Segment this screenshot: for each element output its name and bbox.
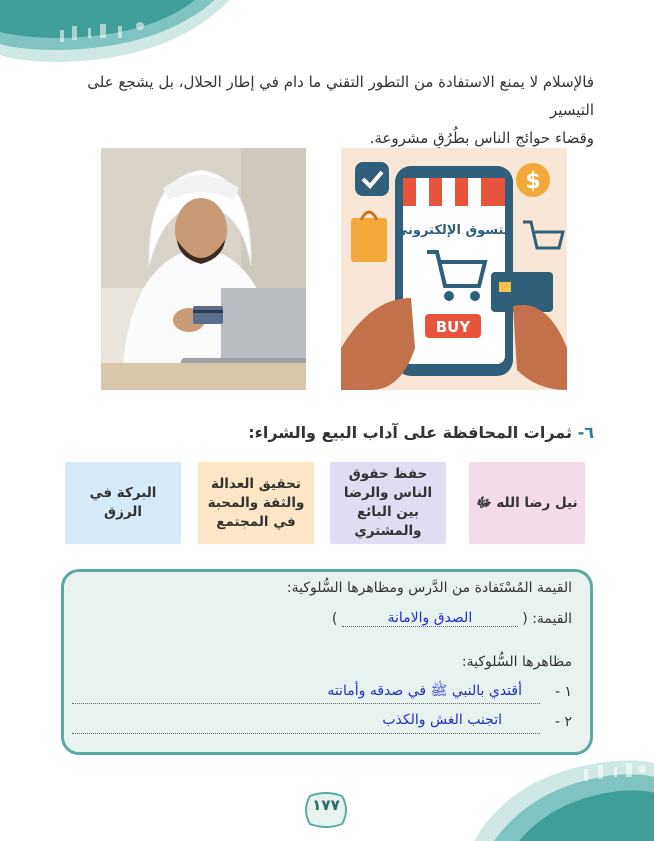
card-text: نيل رضا الله ﷻ <box>476 494 578 511</box>
value-answer: الصدق والامانة <box>387 610 473 626</box>
card-text: تحقيق العدالة والثقة والمحبة في المجتمع <box>207 475 305 530</box>
row-number: ١ - <box>554 684 572 700</box>
shop-label: التسوق الإلكتروني <box>394 223 514 238</box>
section-number: ٦- <box>577 423 594 442</box>
buy-button-graphic: BUY <box>435 318 471 336</box>
section-title-text: ثمرات المحافظة على آداب البيع والشراء: <box>248 423 573 442</box>
manifestation-row-2[interactable] <box>72 714 572 736</box>
answer-line <box>72 703 540 704</box>
intro-line-2: وقضاء حوائج الناس بطُرُقٍ مشروعة. <box>369 129 594 147</box>
man-shopping-online-photo <box>101 148 306 390</box>
value-label: القيمة: ( <box>522 611 572 627</box>
fruit-card-justice-trust <box>198 462 314 544</box>
value-close-paren: ) <box>331 611 338 627</box>
top-corner-ornament <box>0 0 230 70</box>
card-text: حفظ حقوق الناس والرضا بين البائع والمشتري <box>343 466 433 539</box>
fruit-card-blessing-sustenance <box>65 462 181 544</box>
lesson-value-box <box>61 569 593 755</box>
bottom-corner-ornament <box>474 751 654 841</box>
value-box-title: القيمة المُسْتَفادة من الدَّرس ومظاهرها السُّلوكية: <box>286 580 572 596</box>
answer-line <box>72 733 540 734</box>
section-heading <box>248 423 594 442</box>
manifestation-row-1[interactable] <box>72 684 572 706</box>
online-shopping-illustration <box>341 148 567 390</box>
manifestation-answer-1: أقتدي بالنبي ﷺ في صدقه وأمانته <box>327 683 522 699</box>
manifestations-label: مظاهرها السُّلوكية: <box>461 654 572 670</box>
value-row <box>332 610 572 627</box>
intro-line-1: فالإسلام لا يمنع الاستفادة من التطور التقني ما دام في إطار الحلال، بل يشجع على التيسير <box>87 73 594 119</box>
row-number: ٢ - <box>554 714 572 730</box>
value-answer-field[interactable] <box>342 610 518 627</box>
intro-paragraph <box>54 68 594 152</box>
fruit-card-allah-pleasure <box>469 462 585 544</box>
manifestation-answer-2: اتجنب الغش والكذب <box>382 712 502 728</box>
dollar-icon: $ <box>525 169 541 194</box>
page-number: ١٧٧ <box>312 796 340 814</box>
fruit-card-rights-preservation <box>330 462 446 544</box>
card-text: البركة في الرزق <box>89 485 157 520</box>
